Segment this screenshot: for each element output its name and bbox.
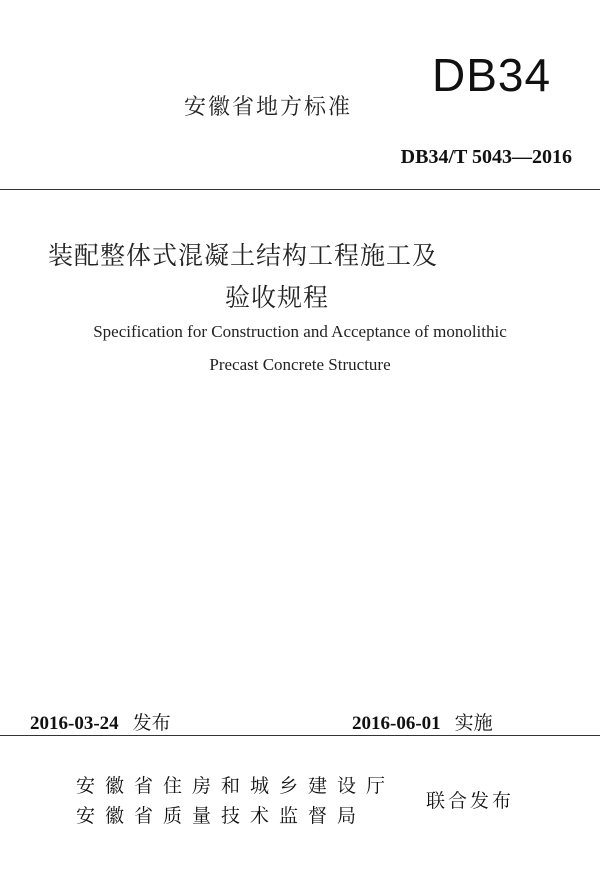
implement-date-block [352, 708, 493, 735]
issue-date-block [30, 708, 171, 735]
bottom-divider [0, 735, 600, 736]
top-divider [0, 189, 600, 190]
issuer-quality-bureau: 安徽省质量技术监督局 [76, 805, 367, 827]
title-english-line2: Precast Concrete Structure [209, 355, 391, 374]
issue-label: 发布 [132, 712, 171, 734]
standard-number: DB34/T 5043—2016 [400, 146, 572, 168]
implement-date: 2016-06-01 [352, 713, 441, 734]
title-chinese-line2: 验收规程 [225, 283, 330, 312]
title-chinese-line1: 装配整体式混凝土结构工程施工及 [48, 241, 439, 270]
title-english-line1: Specification for Construction and Acceptance of monolithic [93, 322, 507, 341]
standard-category: 安徽省地方标准 [184, 95, 353, 120]
issuer-housing-department: 安徽省住房和城乡建设厅 [76, 775, 396, 797]
series-code: DB34 [432, 49, 552, 101]
issue-date: 2016-03-24 [30, 713, 119, 734]
implement-label: 实施 [454, 712, 493, 734]
joint-issue-label: 联合发布 [426, 790, 515, 812]
